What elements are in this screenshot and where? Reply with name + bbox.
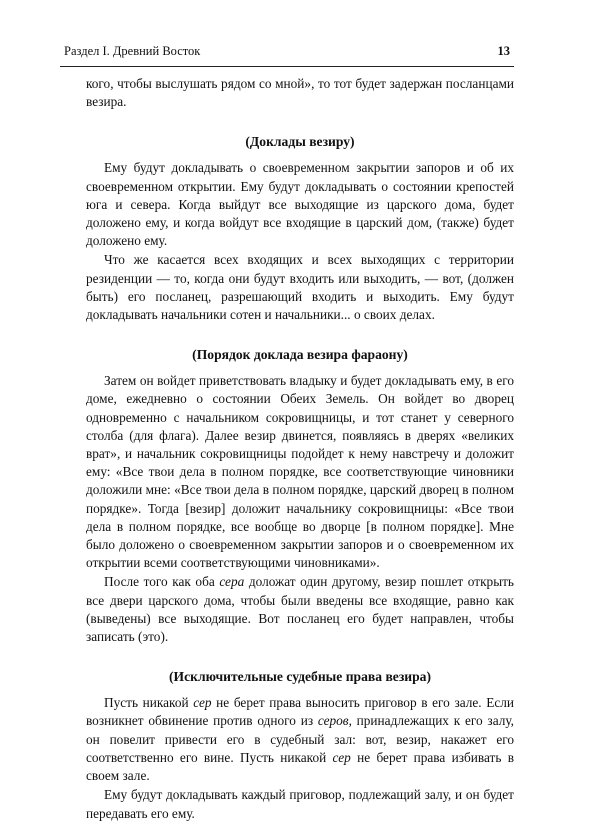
section-heading: (Исключительные судебные права везира): [168, 669, 432, 685]
text-run: не берет права избивать в своем зале.: [86, 749, 514, 784]
paragraph: [86, 573, 514, 646]
paragraph: Ему будут докладывать каждый приговор, подлежащий залу, и он будет передавать его ему.: [86, 787, 514, 821]
text-run: , принадлежащих к его залу, он повелит привести его в судебный зал: вот, везир, накажет его соответственно его вине. Пусть никакой: [86, 713, 514, 765]
paragraph: Ему будут докладывать о своевременном закрытии запоров и об их своевременном открытии. Ему будут докладывать о состоянии крепостей юга и севера. Когда выйдут все выходящие из царского дома, будет доложено ему, и когда войдут все входящие в царский дом, (также) будет доложено ему.: [86, 160, 514, 249]
header-rule: [60, 66, 514, 67]
paragraph: Затем он войдет приветствовать владыку и будет докладывать ему, в его доме, ежедневно о состоянии Обеих Земель. Он войдет во дворец одновременно с начальником сокровищницы, и тот станет у северного столба (для флага). Далее везир двинется, появляясь в дверях «великих врат», и начальник сокровищницы подойдет к нему навстречу и доложит ему: «Все твои дела в полном порядке, все соответствующие чиновники доложили мне: «Все твои дела в полном порядке, царский дворец в полном порядке». Тогда [везир] доложит начальнику сокровищницы: «Все твои дела в полном порядке, все вообще во дворце [в полном порядке]. Мне было доложено о своевременном закрытии запоров и о своевременном их открытии всеми соответствующими чиновниками».: [86, 373, 514, 571]
text-run: Пусть никакой: [104, 695, 194, 711]
paragraph: Что же касается всех входящих и всех выходящих с территории резиденции — то, когда они будут входить или выходить, — вот, (должен быть) его посланец, разрешающий входить и выходить. Ему будут докладывать начальники сотен и начальники... о своих делах.: [86, 252, 514, 323]
text-run: доложат один другому, везир пошлет открыть все двери царского дома, чтобы были введены все входящие, равно как (выведены) все выходящие. Вот посланец его будет направлен, чтобы записать (это).: [86, 574, 514, 645]
body-text: [86, 75, 514, 823]
italic-term: серов: [317, 713, 349, 729]
italic-term: сер: [332, 749, 351, 765]
section-heading: (Доклады везиру): [245, 134, 355, 150]
paragraph: [86, 694, 514, 785]
paragraph-continuation: кого, чтобы выслушать рядом со мной», то тот будет задержан посланцами везира.: [86, 76, 514, 110]
text-run: не берет права выносить приговор в его зале. Если возникнет обвинение против одного из: [86, 695, 514, 729]
page-number: 13: [497, 44, 510, 58]
italic-term: сер: [193, 695, 212, 711]
section-title: Раздел I. Древний Восток: [64, 44, 201, 58]
text-run: После того как оба: [104, 574, 220, 590]
italic-term: сера: [219, 574, 245, 590]
section-heading: (Порядок доклада везира фараону): [192, 347, 408, 363]
running-head: [64, 44, 510, 59]
